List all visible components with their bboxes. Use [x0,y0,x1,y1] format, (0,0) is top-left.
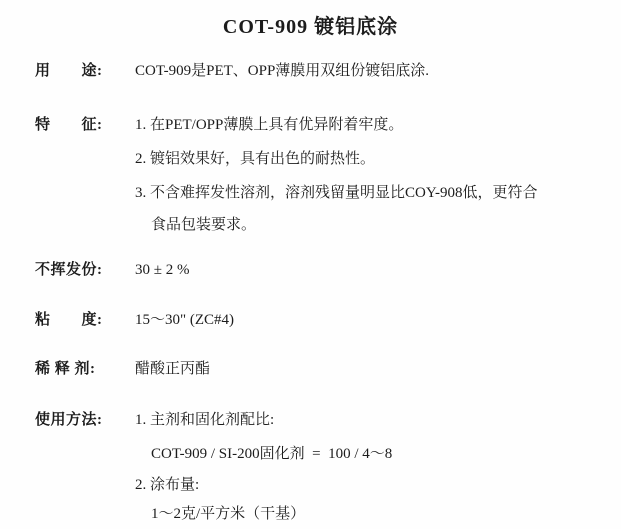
features-line-3: 3. 不含难挥发性溶剂，溶剂残留量明显比COY-908低，更符合 [135,185,538,201]
application-line-4: 1～2克/平方米（干基） [151,506,306,522]
usage-label: 用 途: [35,63,103,79]
usage-text: COT-909是PET、OPP薄膜用双组份镀铝底涂. [135,63,430,79]
features-line-4: 食品包装要求。 [151,217,257,233]
application-line-1: 1. 主剂和固化剂配比: [135,412,275,428]
viscosity-value: 15～30" (ZC#4) [135,312,235,328]
features-line-2: 2. 镀铝效果好，具有出色的耐热性。 [135,151,376,167]
viscosity-label: 粘 度: [35,312,103,328]
application-line-2: COT-909 / SI-200固化剂 = 100 / 4～8 [151,446,393,462]
features-line-1: 1. 在PET/OPP薄膜上具有优异附着牢度。 [135,117,404,133]
thinner-value: 醋酸正丙酯 [135,361,211,377]
page-title: COT-909 镀铝底涂 [222,16,399,38]
features-label: 特 征: [35,117,103,133]
thinner-label: 稀 释 剂: [35,361,96,377]
nonvolatile-value: 30 ± 2 % [135,262,190,278]
application-line-3: 2. 涂布量: [135,477,200,493]
nonvolatile-label: 不挥发份: [35,262,103,278]
application-label: 使用方法: [35,412,103,428]
